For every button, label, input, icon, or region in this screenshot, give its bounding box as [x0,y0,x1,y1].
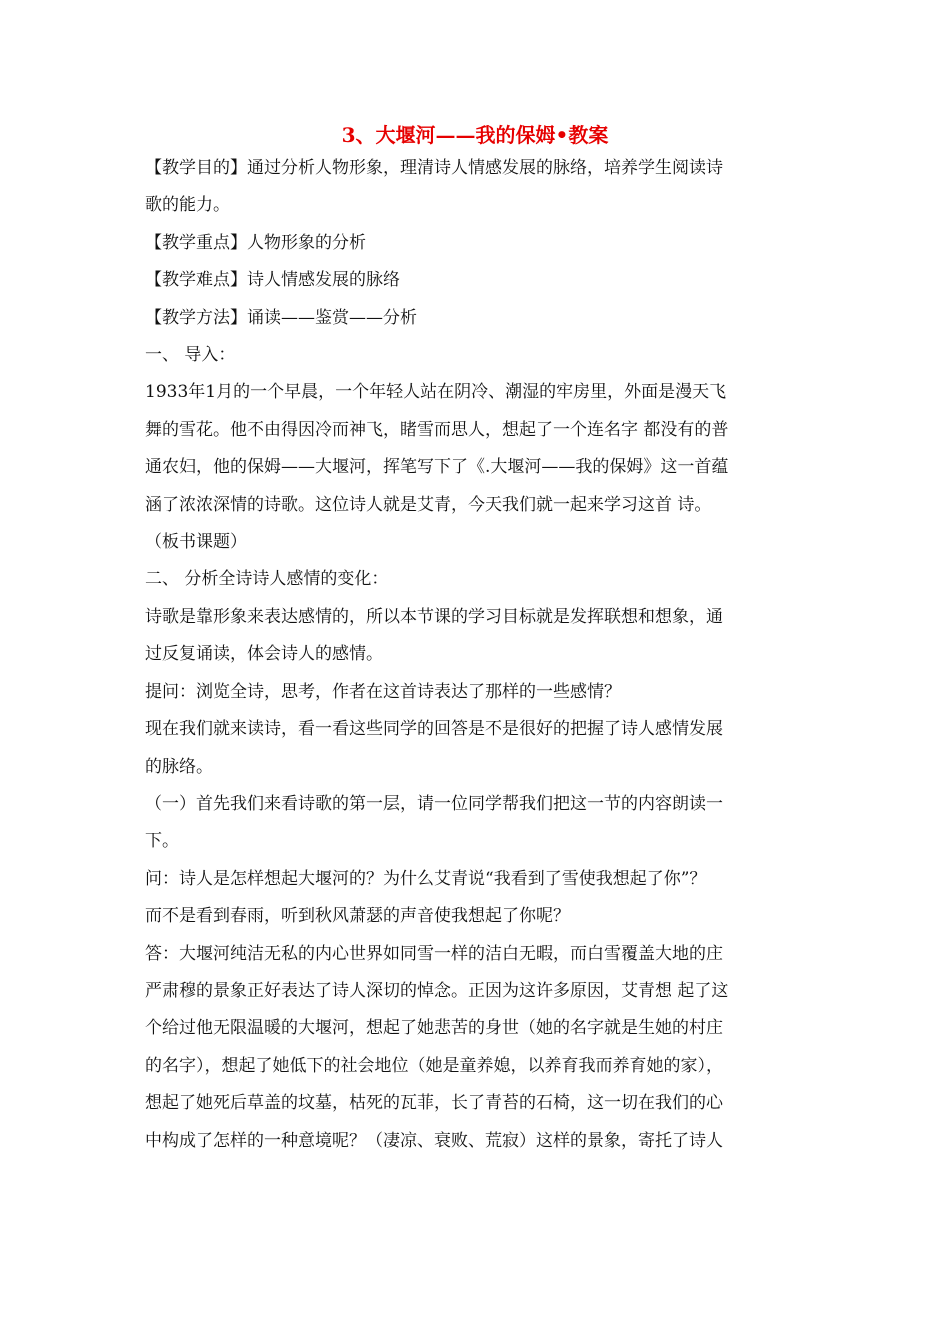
text-line: 一、 导入： [145,345,236,366]
text-line: 通农妇，他的保姆——大堰河，挥笔写下了《.大堰河——我的保姆》这一首蕴 [145,457,729,478]
text-line: 的脉络。 [145,756,213,777]
text-line: （一）首先我们来看诗歌的第一层，请一位同学帮我们把这一节的内容朗读一 [145,793,723,814]
document-title: 3、大堰河——我的保姆•教案 [341,123,609,147]
document-body [145,150,810,1160]
text-line: （板书课题） [145,532,247,553]
text-line: 【教学目的】通过分析人物形象，理清诗人情感发展的脉络，培养学生阅读诗 [145,158,723,178]
text-line: 歌的能力。 [145,195,230,216]
text-line: 【教学方法】诵读——鉴赏——分析 [145,307,417,328]
text-line: 问：诗人是怎样想起大堰河的？为什么艾青说“我看到了雪使我想起了你”？ [145,868,707,889]
text-line: 中构成了怎样的一种意境呢？（凄凉、衰败、荒寂）这样的景象，寄托了诗人 [145,1130,723,1151]
text-line: 舞的雪花。他不由得因冷而神飞，睹雪而思人，想起了一个连名字 都没有的普 [145,419,729,440]
text-line: 过反复诵读，体会诗人的感情。 [145,644,383,665]
text-line: 而不是看到春雨，听到秋风萧瑟的声音使我想起了你呢？ [145,906,570,927]
text-line: 涵了浓浓深情的诗歌。这位诗人就是艾青，今天我们就一起来学习这首 诗。 [145,494,712,515]
text-line: 【教学难点】诗人情感发展的脉络 [145,270,400,291]
text-line: 想起了她死后草盖的坟墓，枯死的瓦菲，长了青苔的石椅，这一切在我们的心 [145,1093,723,1114]
text-line: 现在我们就来读诗，看一看这些同学的回答是不是很好的把握了诗人感情发展 [145,719,723,740]
text-line: 【教学重点】人物形象的分析 [145,232,366,253]
text-line: 下。 [145,831,179,852]
text-line: 的名字），想起了她低下的社会地位（她是童养媳，以养育我而养育她的家）， [145,1055,723,1076]
text-line: 1933年1月的一个早晨，一个年轻人站在阴冷、潮湿的牢房里，外面是漫天飞 [145,382,727,403]
text-line: 提问：浏览全诗，思考，作者在这首诗表达了那样的一些感情？ [145,681,621,702]
text-line: 二、 分析全诗诗人感情的变化： [145,569,389,590]
text-line: 严肃穆的景象正好表达了诗人深切的悼念。正因为这许多原因，艾青想 起了这 [145,980,729,1001]
text-line: 个给过他无限温暖的大堰河，想起了她悲苦的身世（她的名字就是生她的村庄 [145,1018,723,1039]
text-line: 答：大堰河纯洁无私的内心世界如同雪一样的洁白无暇，而白雪覆盖大地的庄 [145,943,723,964]
text-line: 诗歌是靠形象来表达感情的，所以本节课的学习目标就是发挥联想和想象，通 [145,606,723,627]
